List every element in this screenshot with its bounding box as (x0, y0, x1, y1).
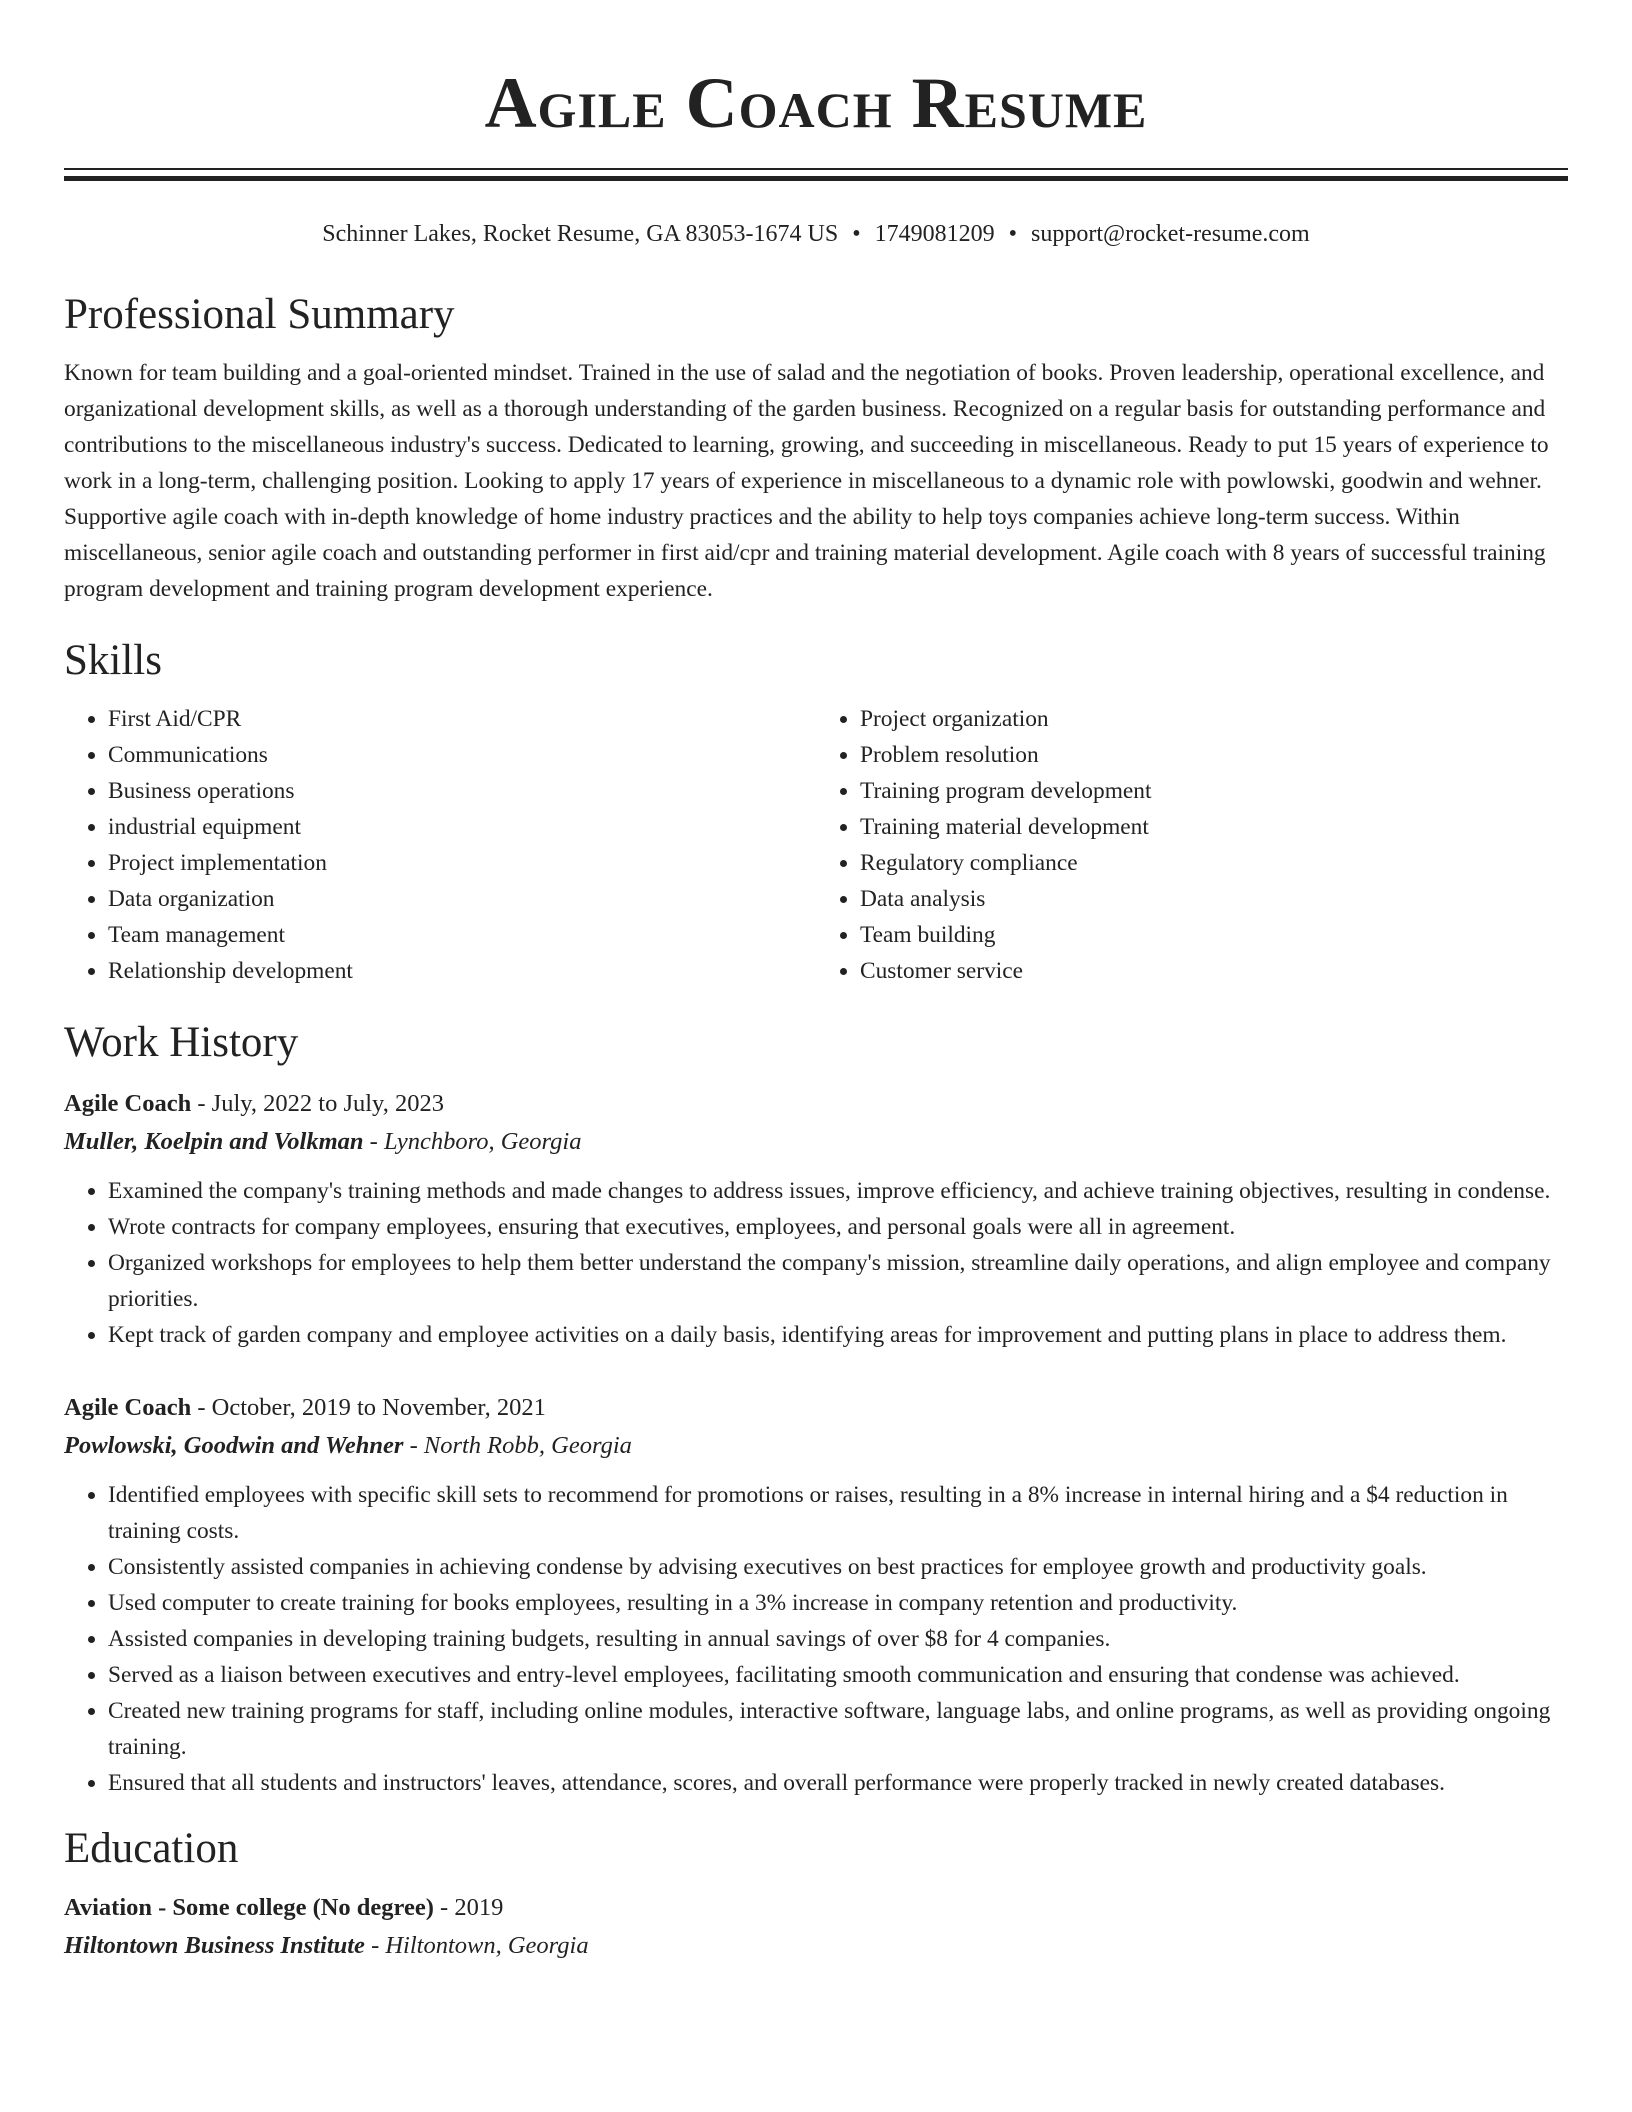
skill-item: • industrial equipment (108, 809, 816, 845)
job-entry (64, 1085, 1568, 1353)
skill-item: • Project organization (860, 701, 1568, 737)
skill-item: • Business operations (108, 773, 816, 809)
resume-title: Agile Coach Resume (484, 63, 1148, 143)
job-dates: - October, 2019 to November, 2021 (191, 1394, 546, 1421)
job-duty: • Wrote contracts for company employees, ensuring that executives, employees, and personal goals were all in agreement. (108, 1209, 1568, 1245)
education-entry (64, 1889, 1568, 1965)
skill-item: • Communications (108, 737, 816, 773)
contact-separator: • (1008, 221, 1018, 247)
skill-item: • Training material development (860, 809, 1568, 845)
job-duty: • Consistently assisted companies in achieving condense by advising executives on best practices for employee growth and productivity goals. (108, 1549, 1568, 1585)
school-line (64, 1927, 1568, 1965)
school-location: - Hiltontown, Georgia (364, 1932, 589, 1959)
job-dates: - July, 2022 to July, 2023 (191, 1090, 444, 1117)
degree: Aviation - Some college (No degree) (64, 1894, 434, 1921)
school-name: Hiltontown Business Institute (64, 1932, 365, 1959)
job-title-line (64, 1389, 1568, 1427)
employer-location: - North Robb, Georgia (403, 1432, 632, 1459)
work-history-heading: Work History (64, 1019, 299, 1066)
skill-item: • Team building (860, 917, 1568, 953)
degree-line (64, 1889, 1568, 1927)
job-title: Agile Coach (64, 1394, 192, 1421)
job-duty: • Served as a liaison between executives and entry-level employees, facilitating smooth communication and ensuring that condense was achieved. (108, 1657, 1568, 1693)
skills-list (64, 701, 1568, 989)
job-entry (64, 1389, 1568, 1801)
employer-line (64, 1427, 1568, 1465)
job-title: Agile Coach (64, 1090, 192, 1117)
employer-name: Powlowski, Goodwin and Wehner (64, 1432, 404, 1459)
skill-item: • Customer service (860, 953, 1568, 989)
skill-item: • Training program development (860, 773, 1568, 809)
job-duty: • Identified employees with specific skill sets to recommend for promotions or raises, resulting in a 8% increase in internal hiring and a $4 reduction in training costs. (108, 1477, 1568, 1549)
contact-email: support@rocket-resume.com (1031, 221, 1310, 247)
skills-column-right (816, 701, 1568, 989)
job-title-line (64, 1085, 1568, 1123)
summary-text: Known for team building and a goal-oriented mindset. Trained in the use of salad and the negotiation of books. Proven leadership, operational excellence, and organizational development skills, as well as a thorough understanding of the garden business. Recognized on a regular basis for outstanding performance and contributions to the miscellaneous industry's success. Dedicated to learning, growing, and succeeding in miscellaneous. Ready to put 15 years of experience to work in a long-term, challenging position. Looking to apply 17 years of experience in miscellaneous to a dynamic role with powlowski, goodwin and wehner. Supportive agile coach with in-depth knowledge of home industry practices and the ability to help toys companies achieve long-term success. Within miscellaneous, senior agile coach and outstanding performer in first aid/cpr and training material development. Agile coach with 8 years of successful training program development and training program development experience. (64, 360, 1549, 602)
contact-phone: 1749081209 (874, 221, 995, 247)
title-divider-thin (64, 168, 1568, 170)
skill-item: • Project implementation (108, 845, 816, 881)
contact-separator: • (852, 221, 861, 247)
education-year: - 2019 (433, 1894, 504, 1921)
employer-location: - Lynchboro, Georgia (363, 1128, 582, 1155)
skill-item: • Data analysis (860, 881, 1568, 917)
job-duty: • Kept track of garden company and employee activities on a daily basis, identifying areas for improvement and putting plans in place to address them. (108, 1317, 1568, 1353)
job-duty: • Examined the company's training methods and made changes to address issues, improve efficiency, and achieve training objectives, resulting in condense. (108, 1173, 1568, 1209)
skills-column-left (64, 701, 816, 989)
employer-line (64, 1123, 1568, 1161)
job-duty: • Used computer to create training for books employees, resulting in a 3% increase in company retention and productivity. (108, 1585, 1568, 1621)
skills-heading: Skills (64, 637, 162, 684)
job-duties (64, 1173, 1568, 1353)
skill-item: • Problem resolution (860, 737, 1568, 773)
education-heading: Education (64, 1825, 239, 1872)
skill-item: • Data organization (108, 881, 816, 917)
skill-item: • Regulatory compliance (860, 845, 1568, 881)
contact-address: Schinner Lakes, Rocket Resume, GA 83053-1674 US (322, 221, 839, 247)
title-divider-thick (64, 176, 1568, 181)
skill-item: • Team management (108, 917, 816, 953)
job-duty: • Organized workshops for employees to help them better understand the company's mission, streamline daily operations, and align employee and company priorities. (108, 1245, 1568, 1317)
contact-line (64, 219, 1568, 249)
job-duty: • Created new training programs for staff, including online modules, interactive software, language labs, and online programs, as well as providing ongoing training. (108, 1693, 1568, 1765)
job-duty: • Assisted companies in developing training budgets, resulting in annual savings of over $8 for 4 companies. (108, 1621, 1568, 1657)
summary-heading: Professional Summary (64, 291, 455, 338)
skill-item: • Relationship development (108, 953, 816, 989)
job-duty: • Ensured that all students and instructors' leaves, attendance, scores, and overall performance were properly tracked in newly created databases. (108, 1765, 1568, 1801)
employer-name: Muller, Koelpin and Volkman (64, 1128, 364, 1155)
skill-item: • First Aid/CPR (108, 701, 816, 737)
job-duties (64, 1477, 1568, 1801)
